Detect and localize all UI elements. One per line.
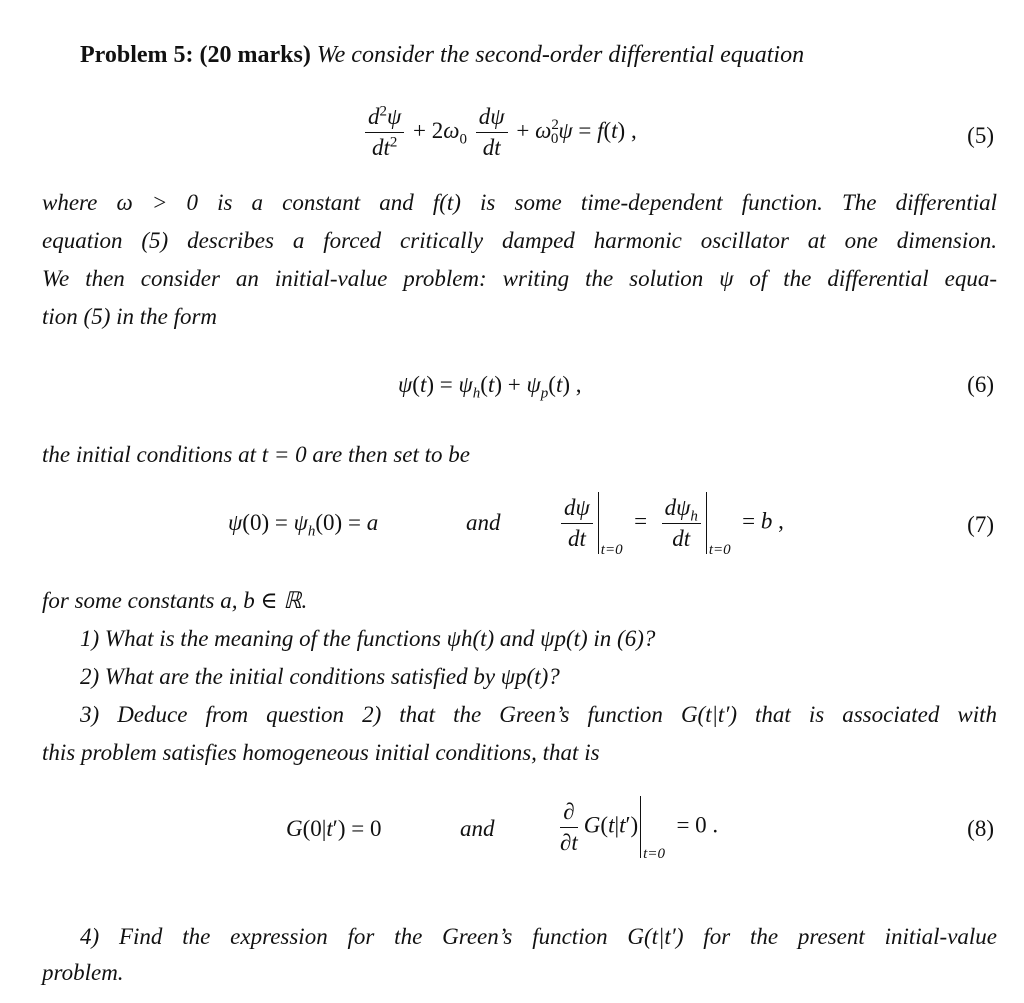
equation-5: $\frac{d^2\psi}{dt^2}$ + $2\omega_0$ $\frac{d\psi}{dt}$ + $\omega^2_0\psi = f(t)$ , [362,104,637,161]
equation-7-left: $\psi(0) = \psi_h(0) = a$ [228,510,379,540]
equation-8-number: (8) [967,816,994,841]
equation-5-number: (5) [967,123,994,148]
paragraph-1 [42,184,997,336]
problem-label: Problem 5: [80,42,194,68]
question-4-line-1: 4) Find the expression for the Green’s function G(t|t′) for the present initial-value [80,924,997,949]
equation-7-right: $\frac{d\psi}{dt}$ $_{t=0}$ = $\frac{d\psi_h}{dt}$ $_{t=0}$ = b , [558,492,784,554]
question-3-line-1: 3) Deduce from question 2) that the Green’s function G(t|t′) that is associated with [80,702,997,727]
paragraph-1-line-1: where ω > 0 is a constant and f(t) is some time-dependent function. The differential [42,190,997,215]
equation-8-left: G(0|t′) = 0 [286,816,382,841]
paragraph-1-line-3: We then consider an initial-value problem: writing the solution ψ of the differential equa- [42,266,997,291]
question-4-line-2: problem. [42,960,124,985]
problem-marks: (20 marks) [199,42,311,68]
paragraph-3: for some constants a, b ∈ ℝ. [42,588,308,613]
paragraph-1-line-2: equation (5) describes a forced critically damped harmonic oscillator at one dimension. [42,228,997,253]
question-3-line-2: this problem satisfies homogeneous initial conditions, that is [42,740,600,765]
paragraph-1-line-4: tion (5) in the form [42,304,218,329]
equation-6: $\psi(t) = \psi_h(t) + \psi_p(t)$ , [398,372,582,402]
equation-8-and: and [460,816,495,841]
equation-7-and: and [466,510,501,535]
problem-header [80,42,804,69]
equation-6-number: (6) [967,372,994,397]
paragraph-2: the initial conditions at t = 0 are then set to be [42,442,470,467]
question-1: 1) What is the meaning of the functions ψh(t) and ψp(t) in (6)? [80,626,656,651]
question-2: 2) What are the initial conditions satisfied by ψp(t)? [80,664,560,689]
equation-7-number: (7) [967,512,994,537]
problem-intro: We consider the second-order differential equation [316,42,805,68]
equation-8-right: $\frac{\partial}{\partial t}$ $G(t|t')_{t=0} = 0$ . [554,796,718,858]
